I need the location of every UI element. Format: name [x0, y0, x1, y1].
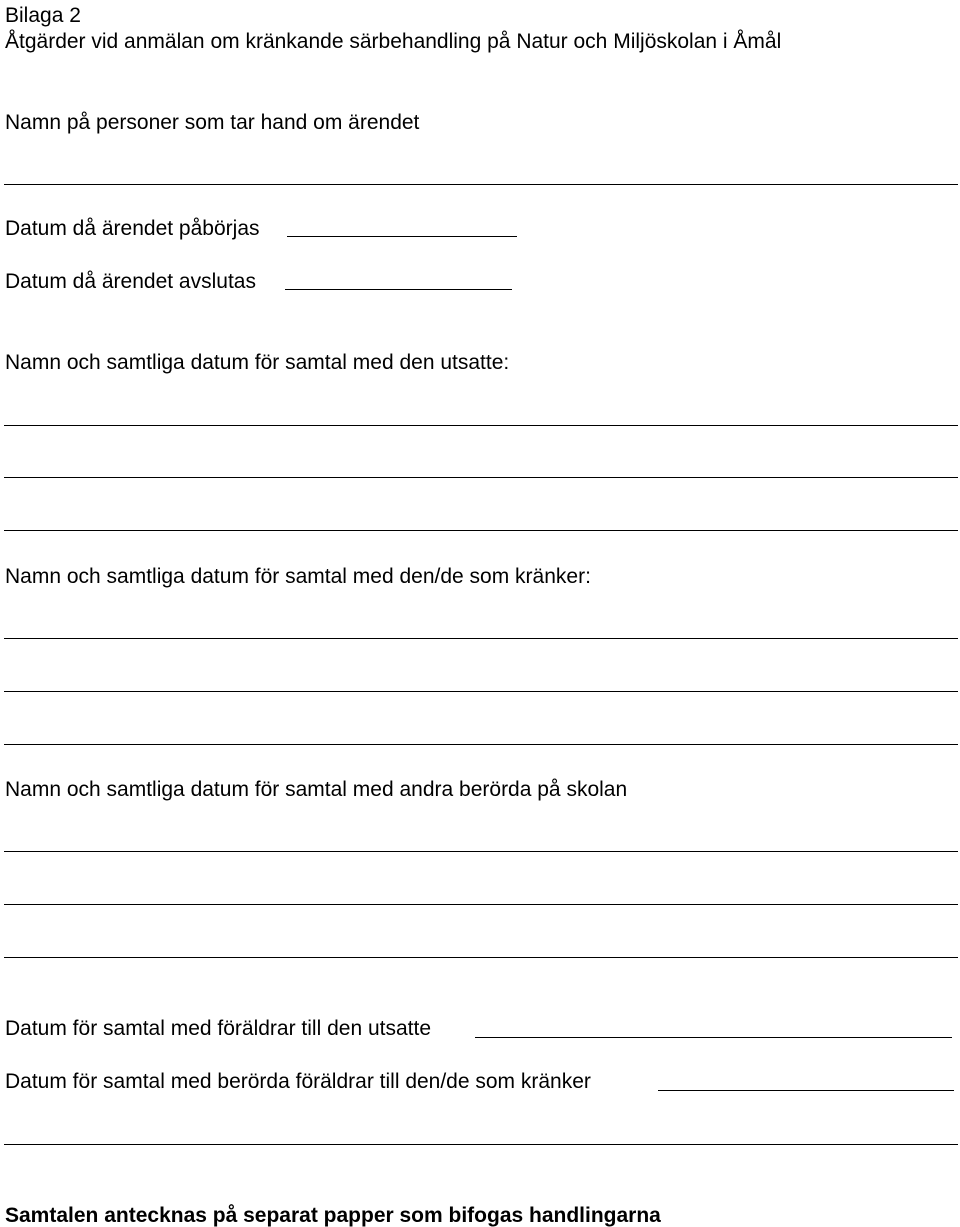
handlers-line[interactable] [4, 184, 958, 185]
offender-talks-line-3[interactable] [4, 744, 958, 745]
others-talks-label: Namn och samtliga datum för samtal med andra berörda på skolan [5, 778, 628, 801]
others-talks-line-1[interactable] [4, 851, 958, 852]
end-date-line[interactable] [285, 289, 512, 290]
document-title: Åtgärder vid anmälan om kränkande särbehandling på Natur och Miljöskolan i Åmål [5, 30, 782, 53]
offender-parents-label: Datum för samtal med berörda föräldrar till den/de som kränker [5, 1070, 591, 1093]
offender-talks-line-2[interactable] [4, 691, 958, 692]
offender-talks-line-1[interactable] [4, 638, 958, 639]
victim-talks-line-1[interactable] [4, 425, 958, 426]
footer-note: Samtalen antecknas på separat papper som bifogas handlingarna [5, 1204, 661, 1227]
others-talks-line-3[interactable] [4, 957, 958, 958]
end-date-label: Datum då ärendet avslutas [5, 270, 256, 293]
victim-talks-label: Namn och samtliga datum för samtal med den utsatte: [5, 351, 510, 374]
start-date-line[interactable] [287, 236, 517, 237]
offender-parents-line[interactable] [658, 1090, 954, 1091]
handlers-label: Namn på personer som tar hand om ärendet [5, 111, 420, 134]
victim-talks-line-2[interactable] [4, 477, 958, 478]
victim-parents-line[interactable] [475, 1037, 952, 1038]
others-talks-line-2[interactable] [4, 904, 958, 905]
appendix-label: Bilaga 2 [5, 4, 81, 27]
victim-talks-line-3[interactable] [4, 530, 958, 531]
offender-talks-label: Namn och samtliga datum för samtal med den/de som kränker: [5, 565, 591, 588]
start-date-label: Datum då ärendet påbörjas [5, 217, 260, 240]
extra-line[interactable] [4, 1144, 958, 1145]
victim-parents-label: Datum för samtal med föräldrar till den utsatte [5, 1017, 432, 1040]
